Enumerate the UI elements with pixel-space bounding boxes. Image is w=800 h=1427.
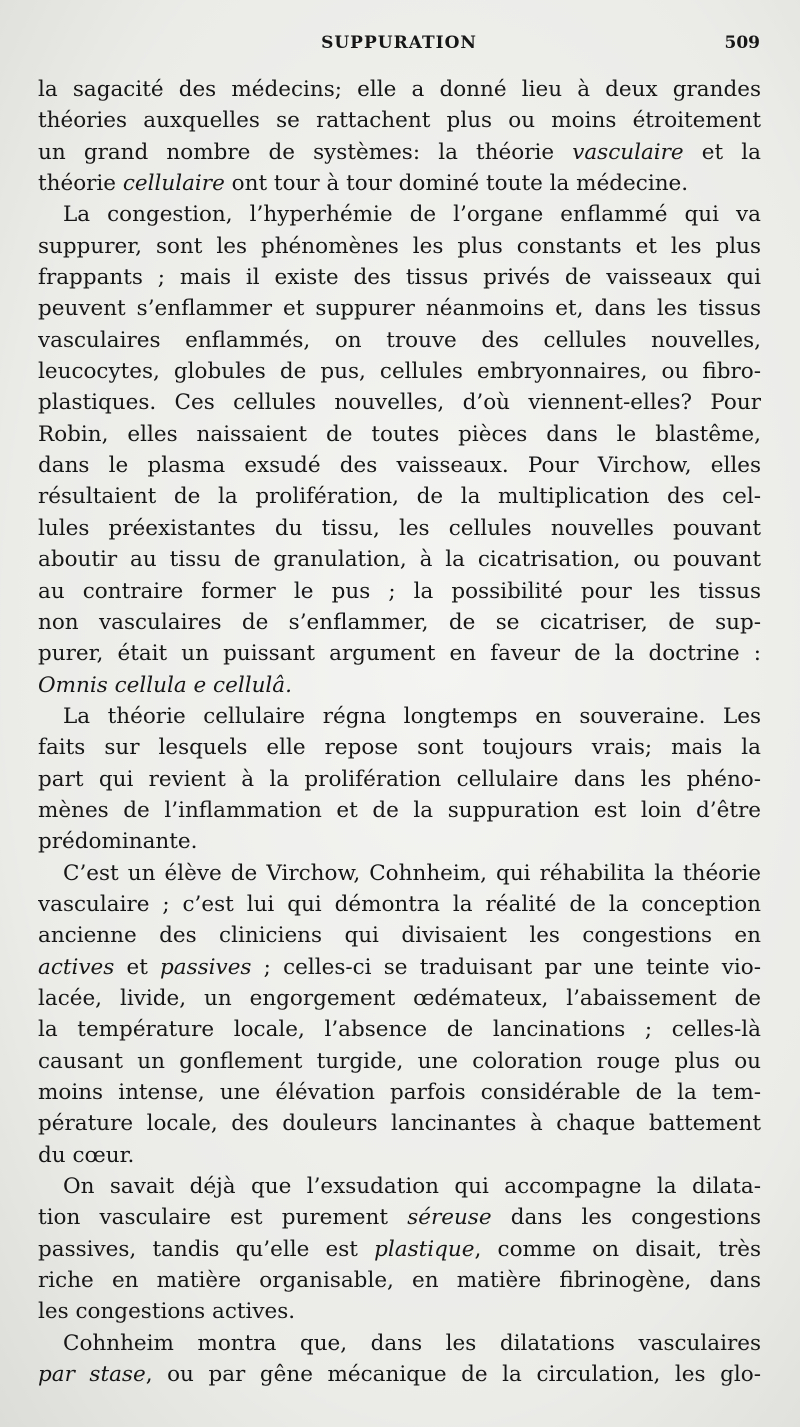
text-line: lules préexistantes du tissu, les cellules nouvelles pouvant	[38, 515, 761, 541]
text-line: par stase, ou par gêne mécanique de la circulation, les glo-	[38, 1362, 761, 1388]
text-line: causant un gonflement turgide, une coloration rouge plus ou	[38, 1048, 761, 1074]
text-line: dans le plasma exsudé des vaisseaux. Pour Virchow, elles	[38, 453, 761, 479]
running-title: SUPPURATION	[321, 33, 477, 53]
text-line: Cohnheim montra que, dans les dilatations vasculaires	[63, 1330, 761, 1356]
italic-term: vasculaire	[572, 139, 684, 165]
body-text	[38, 74, 761, 1390]
text-line: suppurer, sont les phénomènes les plus constants et les plus	[38, 233, 761, 259]
page-number: 509	[724, 33, 760, 53]
text-line: passives, tandis qu’elle est plastique, comme on disait, très	[38, 1236, 761, 1262]
italic-term: passives	[160, 954, 252, 980]
italic-term: cellulaire	[122, 171, 225, 197]
text-line: vasculaires enflammés, on trouve des cellules nouvelles,	[38, 327, 761, 353]
text-line: pérature locale, des douleurs lancinantes à chaque battement	[38, 1111, 761, 1137]
text-line: ancienne des cliniciens qui divisaient les congestions en	[38, 923, 761, 949]
text-line: les congestions actives.	[38, 1299, 296, 1325]
text-line: prédominante.	[38, 829, 198, 855]
text-line: On savait déjà que l’exsudation qui accompagne la dilata-	[63, 1174, 761, 1200]
text-line: plastiques. Ces cellules nouvelles, d’où viennent-elles? Pour	[38, 390, 761, 416]
text-line: actives et passives ; celles-ci se traduisant par une teinte vio-	[38, 954, 761, 980]
text-line: Robin, elles naissaient de toutes pièces dans le blastême,	[38, 421, 761, 447]
text-line: au contraire former le pus ; la possibilité pour les tissus	[38, 578, 761, 604]
text-line: mènes de l’inflammation et de la suppuration est loin d’être	[38, 797, 761, 823]
text-line	[38, 670, 761, 701]
text-line: La théorie cellulaire régna longtemps en souveraine. Les	[63, 703, 761, 729]
page-header	[38, 33, 760, 63]
text-line: vasculaire ; c’est lui qui démontra la réalité de la conception	[38, 891, 761, 917]
text-line: purer, était un puissant argument en faveur de la doctrine :	[38, 641, 761, 667]
italic-term: Omnis cellula e cellulâ.	[38, 672, 292, 698]
text-line: faits sur lesquels elle repose sont toujours vrais; mais la	[38, 735, 761, 761]
text-line: un grand nombre de systèmes: la théorie vasculaire et la	[38, 139, 761, 165]
italic-term: séreuse	[407, 1205, 492, 1231]
text-line: part qui revient à la prolifération cellulaire dans les phéno-	[38, 766, 761, 792]
italic-term: par stase	[38, 1362, 146, 1388]
text-line: du cœur.	[38, 1142, 135, 1168]
italic-term: actives	[38, 954, 115, 980]
text-line: C’est un élève de Virchow, Cohnheim, qui réhabilita la théorie	[63, 860, 761, 886]
text-line: la température locale, l’absence de lancinations ; celles-là	[38, 1017, 761, 1043]
text-line: peuvent s’enflammer et suppurer néanmoins et, dans les tissus	[38, 296, 761, 322]
text-line: lacée, livide, un engorgement œdémateux, l’abaissement de	[38, 985, 761, 1011]
text-line: théories auxquelles se rattachent plus ou moins étroitement	[38, 108, 761, 134]
text-line: résultaient de la prolifération, de la multiplication des cel-	[38, 484, 761, 510]
text-line: aboutir au tissu de granulation, à la cicatrisation, ou pouvant	[38, 547, 761, 573]
text-line: La congestion, l’hyperhémie de l’organe enflammé qui va	[63, 202, 761, 228]
text-line: théorie cellulaire ont tour à tour dominé toute la médecine.	[38, 171, 689, 197]
text-line: non vasculaires de s’enflammer, de se cicatriser, de sup-	[38, 609, 761, 635]
text-line: tion vasculaire est purement séreuse dans les congestions	[38, 1205, 761, 1231]
text-line: leucocytes, globules de pus, cellules embryonnaires, ou fibro-	[38, 359, 761, 385]
text-line: riche en matière organisable, en matière fibrinogène, dans	[38, 1268, 761, 1294]
text-line: frappants ; mais il existe des tissus privés de vaisseaux qui	[38, 265, 761, 291]
italic-term: plastique	[374, 1236, 475, 1262]
text-line: moins intense, une élévation parfois considérable de la tem-	[38, 1080, 761, 1105]
text-line: la sagacité des médecins; elle a donné lieu à deux grandes	[38, 77, 761, 102]
